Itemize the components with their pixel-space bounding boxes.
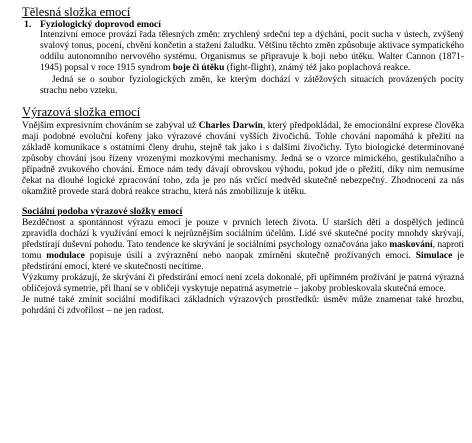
term-simulation: Simulace — [415, 250, 453, 261]
paragraph-research: Výzkumy prokázují, že skrývání či předstírání emocí není zcela dokonalé, při upřímném prožívání je patrná výrazná obličejová symetrie, při lhaní se v obličeji vyskytuje nepatrná asymetrie – jakoby probleskovala skutečná emoce. — [22, 273, 464, 295]
paragraph-stress: Jedná se o soubor fyziologických změn, ke kterým dochází v zátěžových situacích provázených pocity strachu nebo vzteku. — [40, 74, 464, 96]
term-modulation: modulace — [46, 250, 85, 261]
paragraph-darwin: Vnějším expresivním chováním se zabýval už Charles Darwin, který předpokládal, že emocionální exprese člověka mají podobné evoluční kořeny jako výrazové chování vyšších živočichů. Tohle chování napomáhá k přežití na základě komunikace s ostatními členy druhu, stejně tak jako i s dalšími živočichy. Tyto biologické determinované způsoby chování jsou řízeny vrozenými mozkovými mechanismy. Jedná se o vzorce mimického, gestikulačního a případně zvukového chování. Emoce nám tedy dávají obrovskou výhodu, pokud jde o přežití, díky nim nemusíme čekat na dlouhé logické zpracování toho, zda je pro nás vrčící medvěd skutečně nebezpečný. Zhodnocení za nás okamžitě provede stará dobrá reakce strachu, která nás zmobilizuje k útěku. — [22, 120, 464, 198]
section-heading-expression: Výrazová složka emocí — [22, 104, 141, 119]
item-number: 1. — [24, 19, 32, 30]
subheading-social: Sociální podoba výrazové složky emocí — [22, 206, 183, 218]
term-masking: maskování — [389, 239, 433, 250]
name-darwin: Charles Darwin — [198, 120, 263, 131]
paragraph-modification: Je nutné také zmínit sociální modifikaci základních výrazových prostředků: úsměv může znamenat také hrozbu, pohrdání či zdvořilost – ne jen radost. — [22, 295, 464, 317]
numbered-item-physiology — [24, 19, 464, 97]
term-fight-flight: boje či útěku — [172, 63, 225, 74]
paragraph-physiology: Intenzivní emoce provází řada tělesných změn: zrychlený srdeční tep a dýchání, pocit sucha v ústech, zvýšený svalový tonus, pocení, chvění končetin a stažení žaludku. Většinu těchto změn způsobuje aktivace sympatického oddílu autonomního nervového systému. Organismus se připravuje k boji nebo útěku. Walter Cannon (1871-1945) popsal v roce 1915 syndrom boje či útěku (fight-flight), známý též jako poplachová reakce. — [40, 30, 464, 74]
item-title: Fyziologický doprovod emocí — [40, 19, 161, 30]
section-heading-body: Tělesná složka emocí — [22, 5, 131, 19]
paragraph-social: Bezděčnost a spontánnost výrazu emocí je pouze v prvních letech života. U starších dětí a dospělých jedinců zpravidla dochází k využívání emocí k nejrůznějším sociálním účelům. Lidé své skutečné pocity mnohdy skrývají, předstírají duševní pohodu. Tato tendence ke skrývání je sociálními psychology označována jako maskování, naproti tomu modulace popisuje úsilí a zvýraznění nebo naopak zmírnění skutečně prožívaných emocí. Simulace je předstírání emocí, které ve skutečnosti necítíme. — [22, 217, 464, 272]
